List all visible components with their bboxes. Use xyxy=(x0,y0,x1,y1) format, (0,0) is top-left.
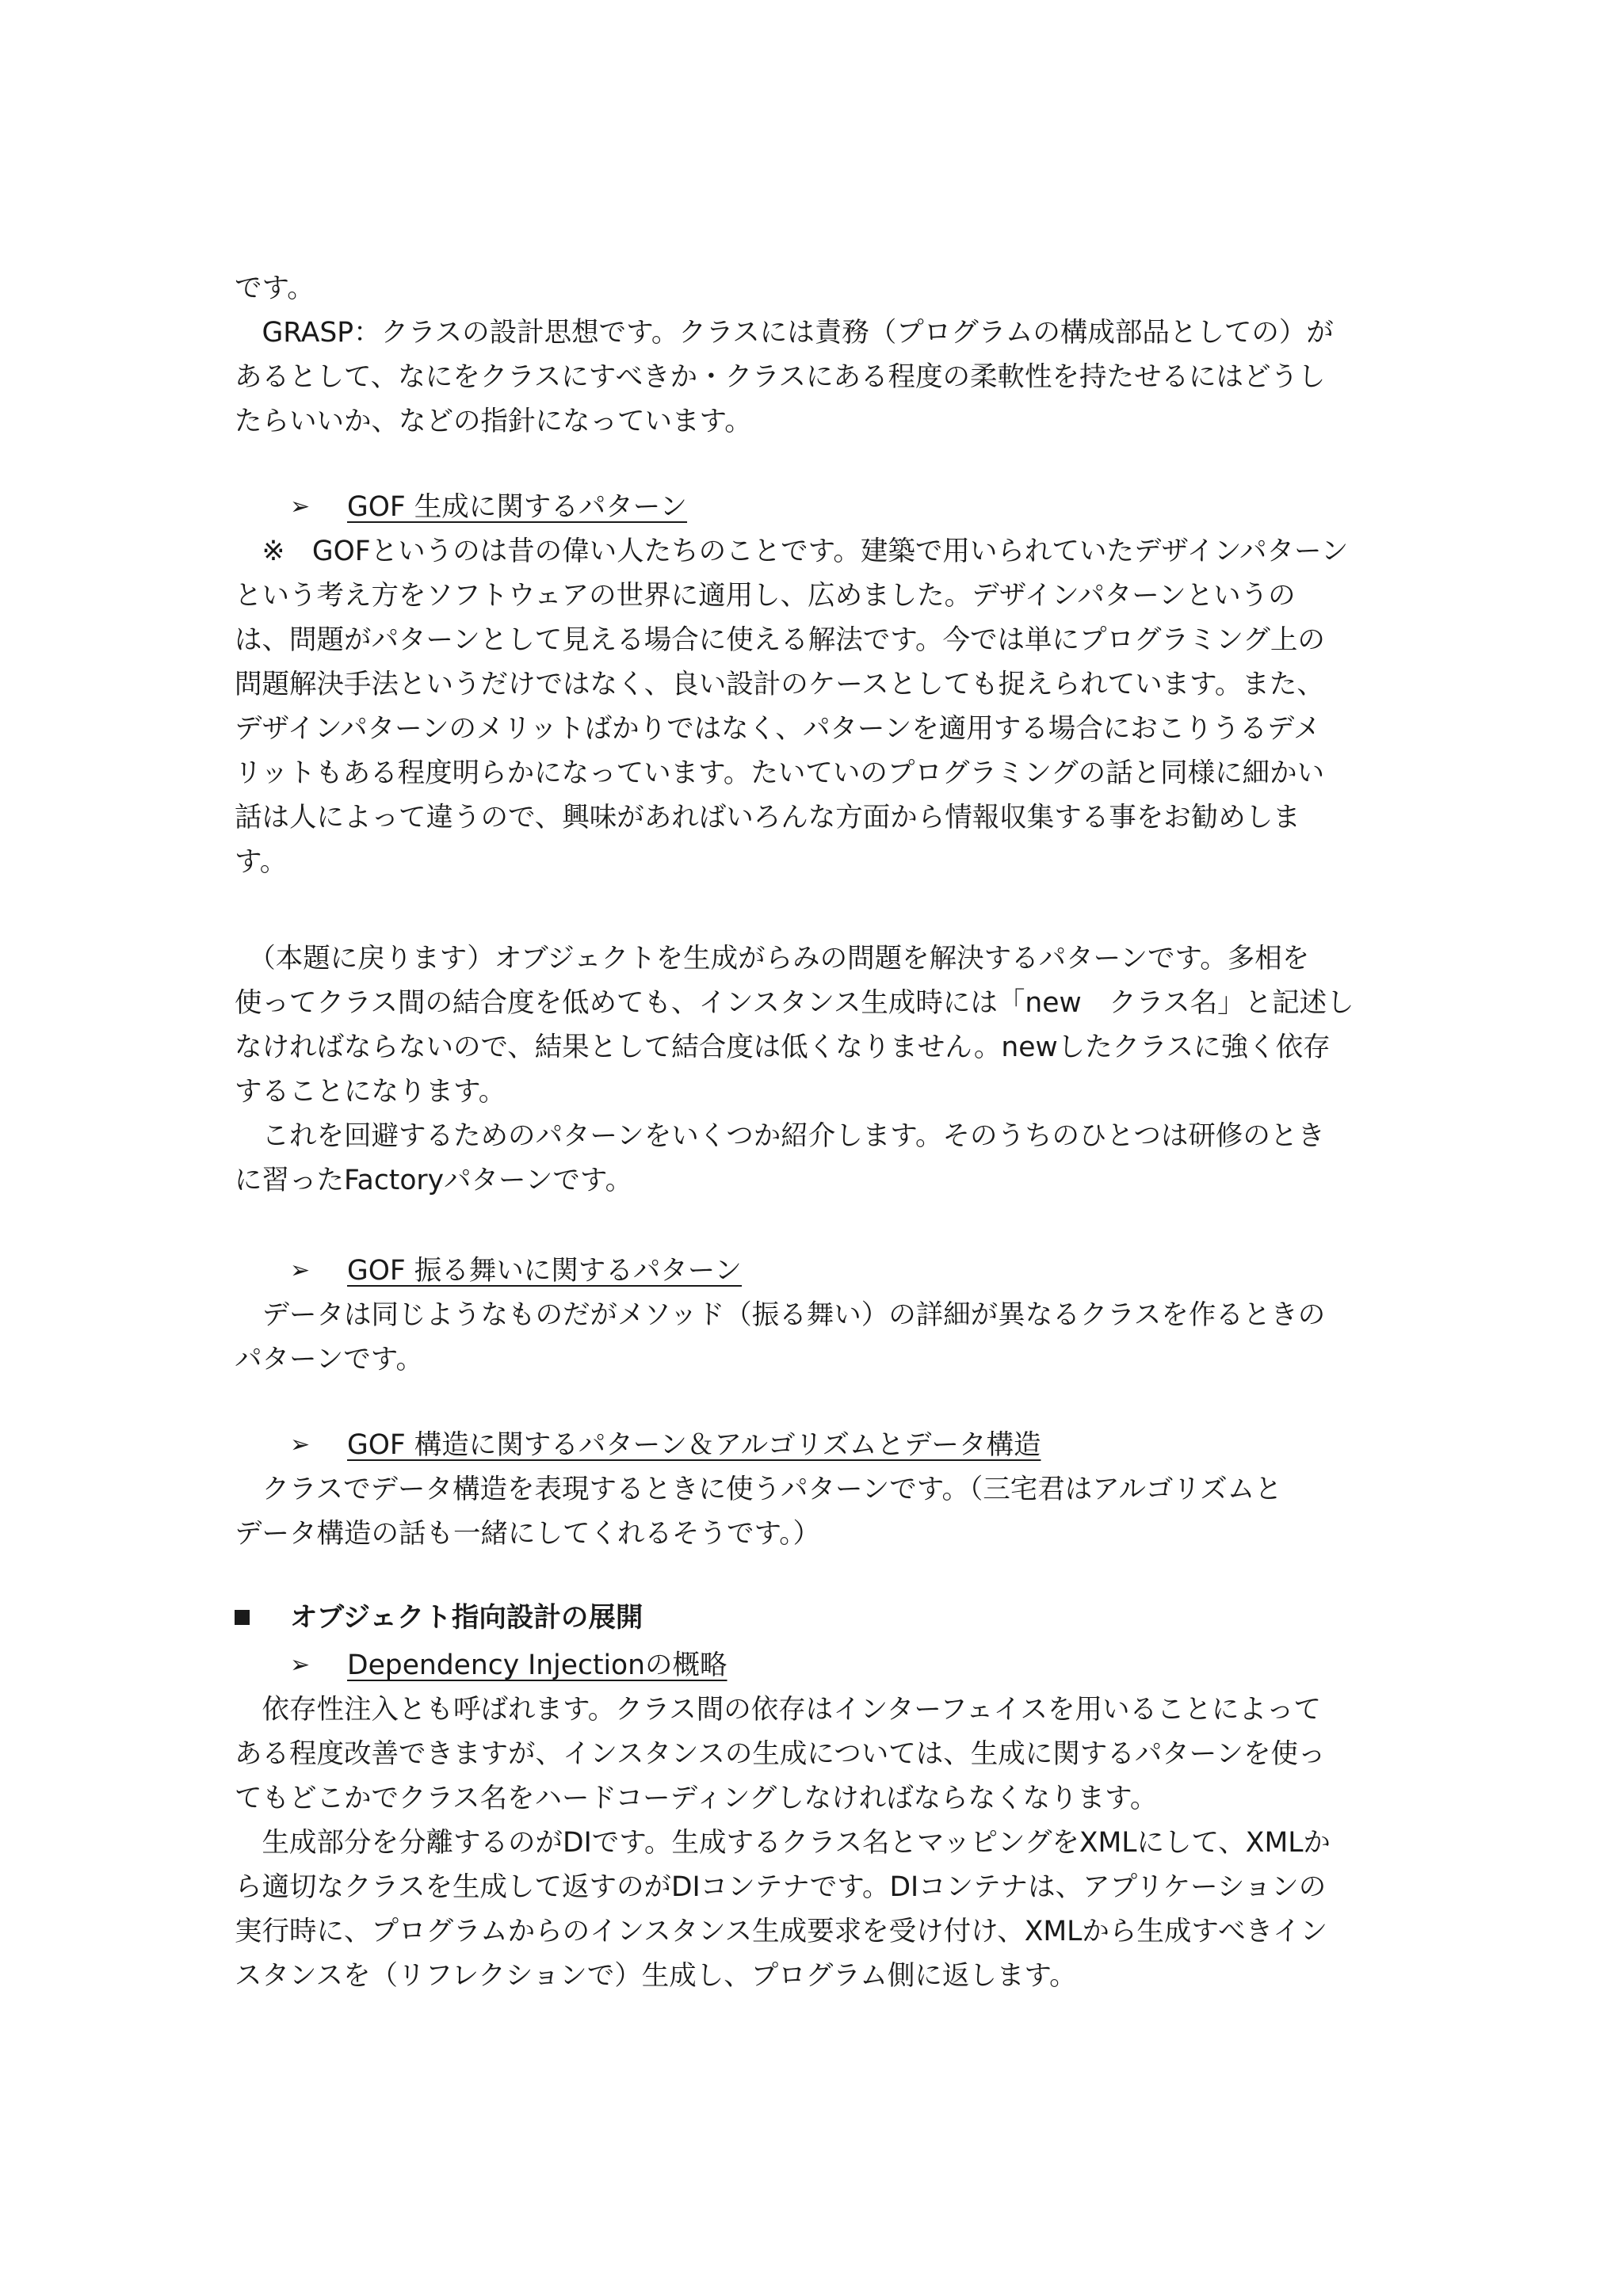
note-line: す。 xyxy=(235,846,288,878)
note-line: という考え方をソフトウェアの世界に適用し、広めました。デザインパターンというの xyxy=(235,580,1296,612)
note-line: は、問題がパターンとして見える場合に使える解法です。今では単にプログラミング上の xyxy=(235,624,1325,656)
body-line: ら適切なクラスを生成して返すのがDIコンテナです。DIコンテナは、アプリケーションの xyxy=(235,1871,1327,1903)
body-line: に習ったFactoryパターンです。 xyxy=(235,1165,633,1196)
body-line: クラスでデータ構造を表現するときに使うパターンです。（三宅君はアルゴリズムと xyxy=(235,1474,1282,1505)
note-line: リットもある程度明らかになっています。たいていのプログラミングの話と同様に細かい xyxy=(235,757,1325,789)
note-line: 話は人によって違うので、興味があればいろんな方面から情報収集する事をお勧めしま xyxy=(235,802,1300,833)
body-line: 使ってクラス間の結合度を低めても、インスタンス生成時には「new クラス名」と記述し xyxy=(235,987,1354,1019)
di-heading: Dependency Injectionの概略 xyxy=(347,1650,727,1681)
note-line: ※ GOFというのは昔の偉い人たちのことです。建築で用いられていたデザインパターン xyxy=(235,536,1349,567)
body-line: スタンスを（リフレクションで）生成し、プログラム側に返します。 xyxy=(235,1960,1077,1992)
body-line: することになります。 xyxy=(235,1076,506,1108)
arrow-bullet-icon: ➢ xyxy=(290,1651,311,1679)
note-line: デザインパターンのメリットばかりではなく、パターンを適用する場合におこりうるデメ xyxy=(235,713,1321,745)
intro-line: です。 xyxy=(235,273,315,304)
body-line: なければならないので、結果として結合度は低くなりません。newしたクラスに強く依存 xyxy=(235,1032,1331,1063)
section-title: オブジェクト指向設計の展開 xyxy=(290,1602,643,1634)
body-line: 生成部分を分離するのがDIです。生成するクラス名とマッピングをXMLにして、XMLか xyxy=(235,1827,1331,1859)
arrow-bullet-icon: ➢ xyxy=(290,493,311,521)
body-line: データは同じようなものだがメソッド（振る舞い）の詳細が異なるクラスを作るときの xyxy=(235,1299,1326,1331)
arrow-bullet-icon: ➢ xyxy=(290,1257,311,1284)
arrow-bullet-icon: ➢ xyxy=(290,1431,311,1459)
body-line: 実行時に、プログラムからのインスタンス生成要求を受け付け、XMLから生成すべきイン xyxy=(235,1916,1328,1947)
body-line: （本題に戻ります）オブジェクトを生成がらみの問題を解決するパターンです。多相を xyxy=(235,943,1310,974)
intro-line: たらいいか、などの指針になっています。 xyxy=(235,406,752,437)
body-line: データ構造の話も一緒にしてくれるそうです。） xyxy=(235,1518,820,1550)
body-line: てもどこかでクラス名をハードコーディングしなければならなくなります。 xyxy=(235,1783,1158,1814)
body-line: パターンです。 xyxy=(235,1344,424,1375)
gof-structural-heading: GOF 構造に関するパターン＆アルゴリズムとデータ構造 xyxy=(347,1429,1041,1461)
body-line: 依存性注入とも呼ばれます。クラス間の依存はインターフェイスを用いることによって xyxy=(235,1694,1322,1726)
body-line: ある程度改善できますが、インスタンスの生成については、生成に関するパターンを使っ xyxy=(235,1738,1326,1770)
square-bullet-icon xyxy=(235,1610,250,1625)
intro-line: あるとして、なにをクラスにすべきか・クラスにある程度の柔軟性を持たせるにはどうし xyxy=(235,361,1326,393)
gof-behavioral-heading: GOF 振る舞いに関するパターン xyxy=(347,1255,743,1287)
note-line: 問題解決手法というだけではなく、良い設計のケースとしても捉えられています。また、 xyxy=(235,669,1324,700)
body-line: これを回避するためのパターンをいくつか紹介します。そのうちのひとつは研修のとき xyxy=(235,1120,1325,1152)
gof-creational-heading: GOF 生成に関するパターン xyxy=(347,491,688,523)
intro-line: GRASP：クラスの設計思想です。クラスには責務（プログラムの構成部品としての）が xyxy=(235,317,1334,349)
